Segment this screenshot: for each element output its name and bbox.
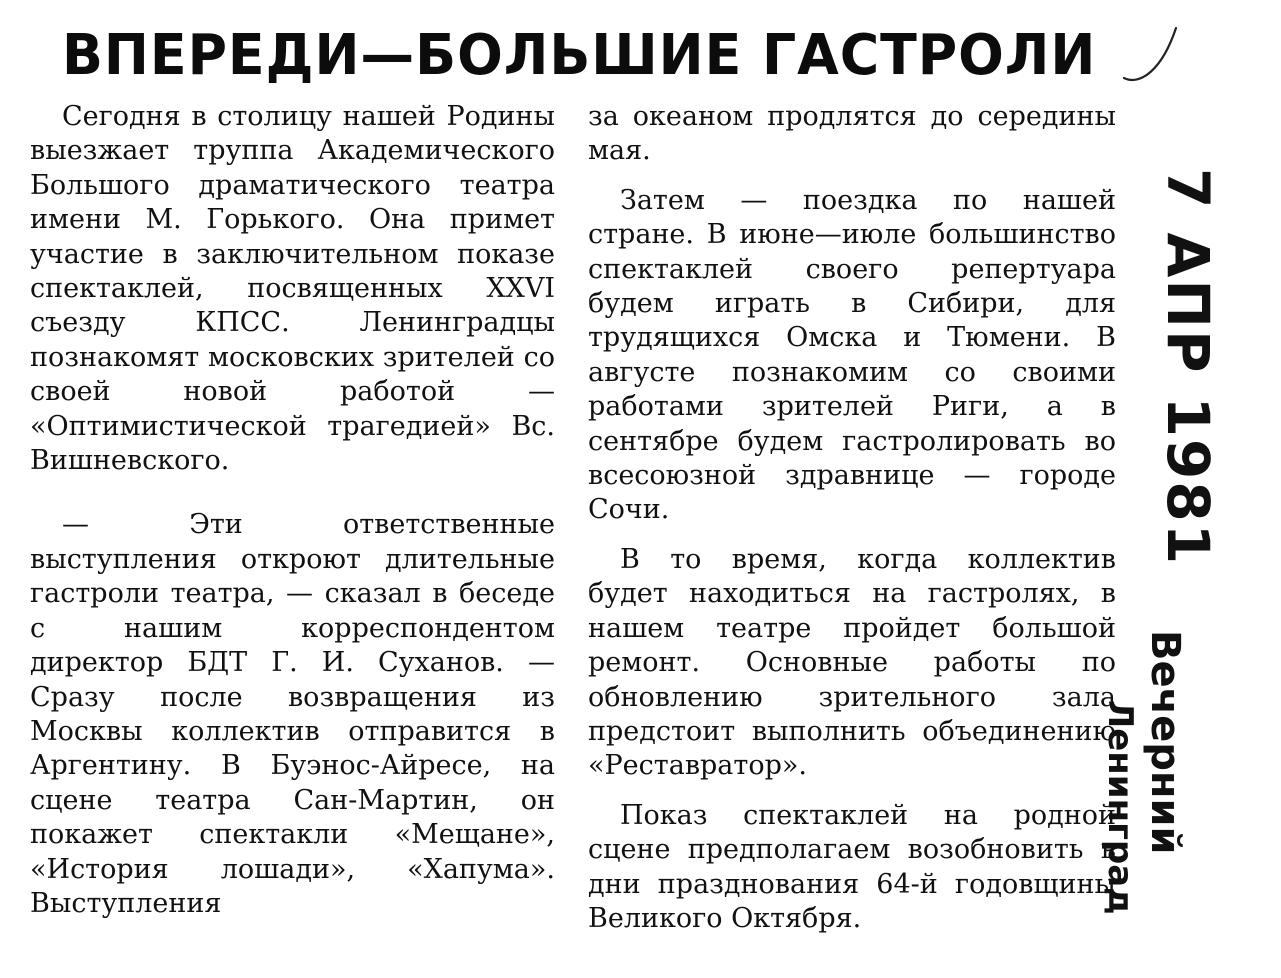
clipping-city: Ленинград bbox=[1100, 700, 1140, 915]
clipping-newspaper-name: Вечерний bbox=[1142, 630, 1188, 855]
article-paragraph: — Эти ответственные выступления откроют длительные гастроли театра, — сказал в беседе с нашим корреспондентом директор БДТ Г. И. Суханов. — Сразу после возвращения из Москвы коллектив отправится в Аргентину. В Буэнос-Айресе, на сцене театра Сан-Мартин, он покажет спектакли «Мещане», «История лошади», «Хапума». Выступления bbox=[30, 509, 555, 919]
article-column-left bbox=[30, 100, 555, 921]
article-paragraph: Затем — поездка по нашей стране. В июне—июле большинство спектаклей своего репертуара будем играть в Сибири, для трудящихся Омска и Тюмени. В августе познакомим со своими работами зрителей Риги, а в сентябре будем гастролировать во всесоюзной здравнице — городе Сочи. bbox=[588, 184, 1116, 526]
pencil-check-mark bbox=[1118, 20, 1188, 90]
article-column-middle bbox=[588, 100, 1116, 936]
clipping-stamp bbox=[1100, 160, 1250, 950]
article-paragraph: за океаном продлятся до середины мая. bbox=[588, 101, 1116, 167]
article-paragraph: В то время, когда коллектив будет находиться на гастролях, в нашем театре пройдет большой ремонт. Основные работы по обновлению зрительного зала предстоит выполнить объединению «Реставратор». bbox=[588, 543, 1116, 782]
article-paragraph: Сегодня в столицу нашей Родины выезжает труппа Академического Большого драматического театра имени М. Горького. Она примет участие в заключительном показе спектаклей, посвященных XXVI съезду КПСС. Ленинградцы познакомят московских зрителей со своей новой работой — «Оптимистической трагедией» Вс. Вишневского. bbox=[30, 101, 555, 477]
clipping-date: 7 АПР 1981 bbox=[1154, 168, 1222, 567]
article-headline: ВПЕРЕДИ—БОЛЬШИЕ ГАСТРОЛИ bbox=[62, 23, 1097, 88]
article-paragraph: Показ спектаклей на родной сцене предполагаем возобновить в дни празднования 64-й годовщины Великого Октября. bbox=[588, 799, 1116, 934]
